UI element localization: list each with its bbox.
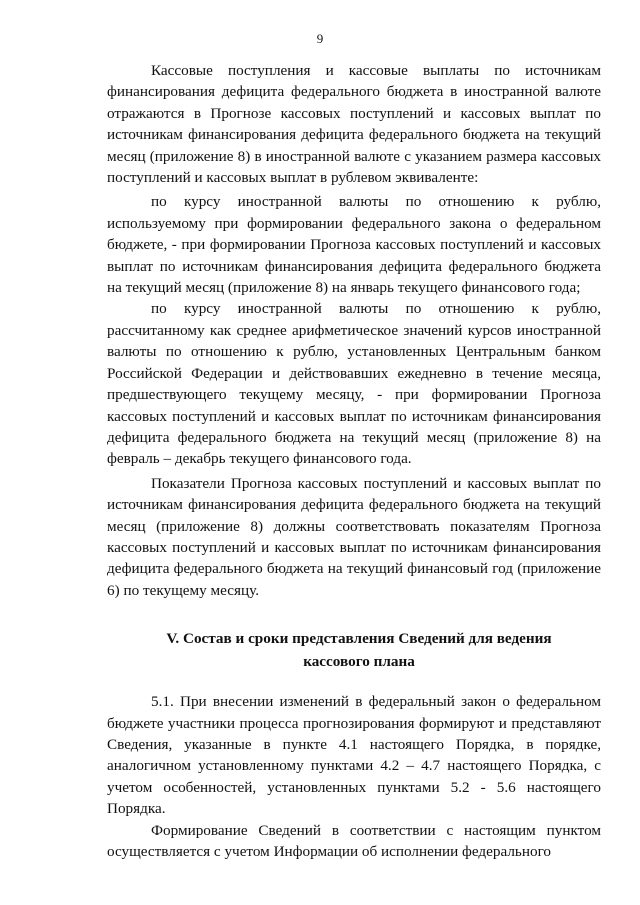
paragraph-clause-5-1-continuation: Формирование Сведений в соответствии с настоящим пунктом осуществляется с учетом Информации об исполнении федерального (107, 821, 601, 860)
spacer (107, 601, 601, 627)
paragraph-exchange-rate-february-december: по курсу иностранной валюты по отношению к рублю, рассчитанному как среднее арифметическое значений курсов иностранной валюты по отношению к рублю, установленных Центральным банком Российской Федерации и действовавших ежедневно в течение месяца, предшествующего текущему месяцу, - при формировании Прогноза кассовых поступлений и кассовых выплат по источникам финансирования дефицита федерального бюджета на текущий месяц (приложение 8) на февраль – декабрь текущего финансового года. (107, 300, 601, 468)
paragraph-forecast-indicators: Показатели Прогноза кассовых поступлений и кассовых выплат по источникам финансирования дефицита федерального бюджета на текущий месяц (приложение 8) должны соответствовать показателям Прогноза кассовых поступлений и кассовых выплат по источникам финансирования дефицита федерального бюджета на текущий финансовый год (приложение 6) по текущему месяцу. (107, 474, 601, 599)
paragraph-exchange-rate-january: по курсу иностранной валюты по отношению к рублю, используемому при формировании федерального закона о федеральном бюджете, - при формировании Прогноза кассовых поступлений и кассовых выплат по источникам финансирования дефицита федерального бюджета на текущий месяц (приложение 8) на январь текущего финансового года; (107, 193, 601, 297)
section-heading: V. Состав и сроки представления Сведений для ведения кассового плана (166, 630, 552, 671)
paragraph-foreign-currency-reflection: Кассовые поступления и кассовые выплаты по источникам финансирования дефицита федерального бюджета в иностранной валюте отражаются в Прогнозе кассовых поступлений и кассовых выплат по источникам финансирования дефицита федерального бюджета на текущий месяц (приложение 8) в иностранной валюте с указанием размера кассовых поступлений и кассовых выплат в рублевом эквиваленте: (107, 62, 601, 187)
paragraph-clause-5-1: 5.1. При внесении изменений в федеральный закон о федеральном бюджете участники процесса прогнозирования формируют и представляют Сведения, указанные в пункте 4.1 настоящего Порядка, в порядке, аналогичном установленному пунктами 4.2 – 4.7 настоящего Порядка, с учетом особенностей, установленных пунктами 5.2 - 5.6 настоящего Порядка. (107, 693, 601, 818)
document-body (107, 60, 601, 862)
spacer (107, 673, 601, 691)
page-number: 9 (316, 31, 324, 46)
